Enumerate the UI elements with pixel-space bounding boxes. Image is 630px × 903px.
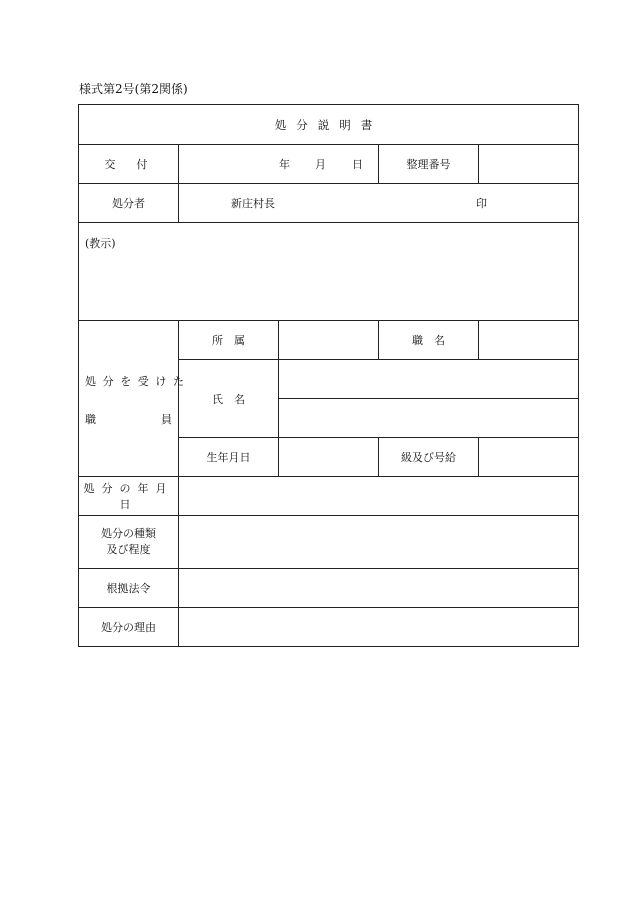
seal-mark: 印 <box>476 197 487 210</box>
shozoku-label: 所 属 <box>179 321 279 360</box>
shobun-date-field[interactable] <box>179 477 579 516</box>
recipient-label-line1: 処分を受けた <box>85 375 191 388</box>
birthdate-field[interactable] <box>279 438 379 477</box>
seiri-bango-field[interactable] <box>479 145 579 184</box>
recipient-label-shoku: 職 <box>85 413 96 426</box>
shozoku-field[interactable] <box>279 321 379 360</box>
koufu-label: 交 付 <box>79 145 179 184</box>
grade-field[interactable] <box>479 438 579 477</box>
recipient-label-in: 員 <box>161 413 172 426</box>
kyoji-field[interactable] <box>79 223 579 321</box>
disposition-statement-form <box>78 104 579 647</box>
recipient-label-cell <box>79 321 191 477</box>
shimei-label: 氏 名 <box>179 360 279 438</box>
form-number-label: 様式第2号(第2関係) <box>79 82 188 96</box>
shobun-date-label: 処分の年月日 <box>79 477 179 516</box>
shokumei-label: 職 名 <box>379 321 479 360</box>
grade-label: 級及び号給 <box>379 438 479 477</box>
shurui-label-line2: 及び程度 <box>106 543 151 556</box>
month-label: 月 <box>315 158 326 171</box>
shokumei-field[interactable] <box>479 321 579 360</box>
riyu-label: 処分の理由 <box>79 608 179 647</box>
form-title: 処分説明書 <box>79 105 579 145</box>
year-label: 年 <box>279 158 290 171</box>
shobunsha-label: 処分者 <box>79 184 179 223</box>
shimei-field[interactable] <box>279 399 579 438</box>
kyoji-label: (教示) <box>85 237 116 250</box>
shurui-field[interactable] <box>179 516 579 569</box>
shimei-furigana-field[interactable] <box>279 360 579 399</box>
day-label: 日 <box>352 158 363 171</box>
birthdate-label: 生年月日 <box>179 438 279 477</box>
konkyo-field[interactable] <box>179 569 579 608</box>
shobunsha-name: 新庄村長 <box>231 197 275 210</box>
shurui-label-line1: 処分の種類 <box>101 527 156 540</box>
konkyo-label: 根拠法令 <box>79 569 179 608</box>
koufu-date-field[interactable] <box>179 145 379 184</box>
riyu-field[interactable] <box>179 608 579 647</box>
shobunsha-field[interactable] <box>179 184 579 223</box>
shurui-label <box>79 516 179 569</box>
seiri-bango-label: 整理番号 <box>379 145 479 184</box>
